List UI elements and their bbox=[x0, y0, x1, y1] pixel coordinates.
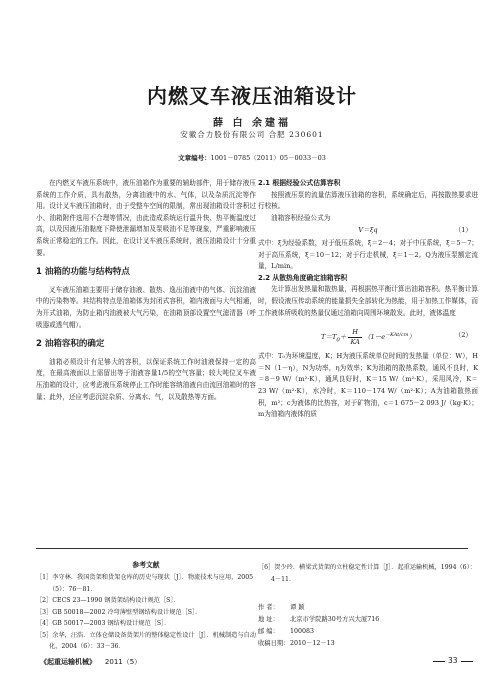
author-info bbox=[258, 602, 379, 650]
address-value: 北京市学院路30号方兴大厦716 bbox=[290, 616, 380, 623]
page-number-dash-left bbox=[433, 661, 445, 662]
section-1-paragraph: 叉车液压油箱主要用于储存油液、散热、逸出油液中的气体、沉淀油液中的污染物等。其结构特点是油箱体为封闭式容积，箱内液面与大气相通，为开式油箱，为防止箱内油液被大气污染，在油箱顶部设置空气滤清器（呼吸器或透气帽）。 bbox=[36, 285, 256, 329]
formula-2-number: （2） bbox=[454, 331, 472, 340]
page-number bbox=[430, 656, 476, 665]
reference-item: ［5］余华，汪浩．立体仓储设备货架片的整体稳定性设计［J］．机械制造与自动化，2004（6）：33－36． bbox=[36, 631, 256, 650]
reference-item: ［2］CECS 23—1990 钢货架结构设计规范［S］． bbox=[36, 597, 180, 604]
section-2-2-heading: 2.2 从散热角度确定油箱容积 bbox=[258, 273, 348, 282]
affiliation: 安徽合力股份有限公司 合肥 230601 bbox=[180, 130, 324, 139]
received-date-line bbox=[258, 638, 379, 650]
page-number-dash-right bbox=[461, 661, 473, 662]
formula-2-denominator: KA bbox=[350, 337, 360, 346]
zip-line bbox=[258, 626, 379, 638]
author-name: 谭 颖 bbox=[290, 604, 305, 611]
formula-2-fraction bbox=[348, 328, 361, 347]
references-heading: 参考文献 bbox=[132, 561, 160, 569]
paper-title: 内燃叉车液压油箱设计 bbox=[147, 84, 357, 108]
address-label: 地 址： bbox=[258, 616, 279, 623]
section-2-1-where: 式中：ξ为经验系数，对于低压系统，ξ＝2－4；对于中压系统，ξ＝5－7；对于高压系统，ξ＝10－12；对于行走机械，ξ＝1－2。Q为液压泵额定流量，L/min。 bbox=[258, 238, 478, 271]
formula-2 bbox=[258, 323, 478, 347]
intro-paragraph: 在内燃叉车液压系统中，液压油箱作为重要的辅助部件，用于储存液压系统的工作介质，具有散热，分离油液中的水、气体，以及杂质沉淀等作用。设计叉车液压油箱时，由于受整车空间的限制，常出现油箱设计容积过小、油箱附件选用不合理等情况，由此造成系统运行温升快、热平衡温度过高，以及因液压油黏度下降使泄漏增加及泵吸油不足等现象，严重影响液压系统正常稳定的工作。因此，在设计叉车液压系统时，液压油箱设计十分重要。 bbox=[36, 179, 256, 257]
formula-2-plus: ＋ bbox=[339, 333, 347, 342]
formula-2-numerator: H bbox=[348, 328, 361, 338]
reference-item: ［6］贺少玲．横梁式货架的立柱稳定性计算［J］．起重运输机械，1994（6）：4－11． bbox=[258, 564, 476, 583]
author-label: 作 者： bbox=[258, 604, 279, 611]
section-2-2-paragraph: 先计算出发热量和散热量，再根据热平衡计算出油箱容积。热平衡计算时，假设液压传动系统的能量损失全部转化为热能，用于加热工作媒体，而工作液体所吸收的热量仅通过油箱向周围环境散发。此时，液体温度 bbox=[258, 285, 478, 317]
section-2-heading: 2 油箱容积的确定 bbox=[36, 339, 105, 350]
formula-2-close: ） bbox=[408, 333, 416, 342]
reference-item: ［3］GB 50018—2002 冷弯薄壁型钢结构设计规范［S］． bbox=[36, 608, 202, 616]
journal-name: 《起重运输机械》 bbox=[40, 658, 96, 666]
section-2-1-heading: 2.1 根据经验公式估算容积 bbox=[258, 179, 341, 187]
formula-2-exponent: －KAt/cm bbox=[385, 332, 409, 339]
author-line bbox=[258, 602, 379, 614]
formula-2-sub: 0 bbox=[336, 337, 340, 344]
section-2-2-where: 式中：T₀为环境温度，K；H为液压系统单位时间的发热量（单位：W），H＝N（1－η），N为功率，η为效率；K为油箱的散热系数，通风不良时，K＝8－9 W/（m²·K），通风良好时，K＝15 W/（m²·K），采用风冷，K＝23 W/（m²·K），水冷时，K＝110－174 W/（m²·K）；A为油箱散热面积，m²；c为液体的比热容，对于矿物油，c＝1 675－2 093 J/（kg·K）；m为油箱内液体的质 bbox=[258, 352, 478, 419]
zip-label: 邮 编： bbox=[258, 628, 279, 635]
formula-1-number: （1） bbox=[454, 226, 472, 235]
references-continued bbox=[258, 562, 478, 585]
formula-1-expression: V＝ξq bbox=[358, 226, 378, 235]
address-line bbox=[258, 614, 379, 626]
article-number-value: 1001－0785（2011）05－0033－03 bbox=[210, 154, 326, 162]
authors: 薛 白 余建福 bbox=[213, 118, 291, 129]
left-column bbox=[36, 178, 256, 403]
formula-1 bbox=[258, 225, 478, 237]
formula-2-paren: （1－e bbox=[363, 333, 386, 342]
page-number-value: 33 bbox=[448, 656, 458, 665]
section-2-paragraph: 油箱必须设计有足够大的容积，以保证系统工作时油液保持一定的高度，在最高液面以上需留出等于油液容量1/5的空气容量；较大吨位叉车液压油箱的设计，应考虑液压系统停止工作时能容纳油液自由流回油箱时的容量；此外，还应考虑沉淀杂质、分离水、气，以及散热等方面。 bbox=[36, 357, 256, 401]
section-1-heading: 1 油箱的功能与结构特点 bbox=[36, 267, 130, 278]
section-2-1-paragraph: 按照液压泵的流量估算液压油箱的容积，系统确定后，再按散热要求进行校核。 bbox=[258, 190, 478, 211]
references-list bbox=[36, 572, 260, 653]
article-number bbox=[0, 153, 504, 162]
journal-issue: 2011（5） bbox=[104, 658, 142, 666]
journal-footer bbox=[40, 657, 141, 667]
section-2-1-formula-intro: 油箱容积经验公式为 bbox=[271, 213, 331, 222]
reference-item: ［1］李守林．我国货架和货架仓库的历史与现状［J］．物流技术与应用，2005（5）：76－81． bbox=[36, 574, 254, 593]
right-column bbox=[258, 178, 478, 421]
footer-divider bbox=[36, 548, 468, 549]
received-date-label: 收稿日期： bbox=[258, 640, 290, 647]
reference-item: ［4］GB 50017—2003 钢结构设计规范［S］． bbox=[36, 620, 171, 627]
received-date-value: 2010－12－13 bbox=[290, 640, 335, 647]
formula-2-lhs: T＝T bbox=[320, 333, 337, 342]
zip-value: 100083 bbox=[290, 628, 315, 635]
article-number-label: 文章编号： bbox=[178, 154, 211, 162]
